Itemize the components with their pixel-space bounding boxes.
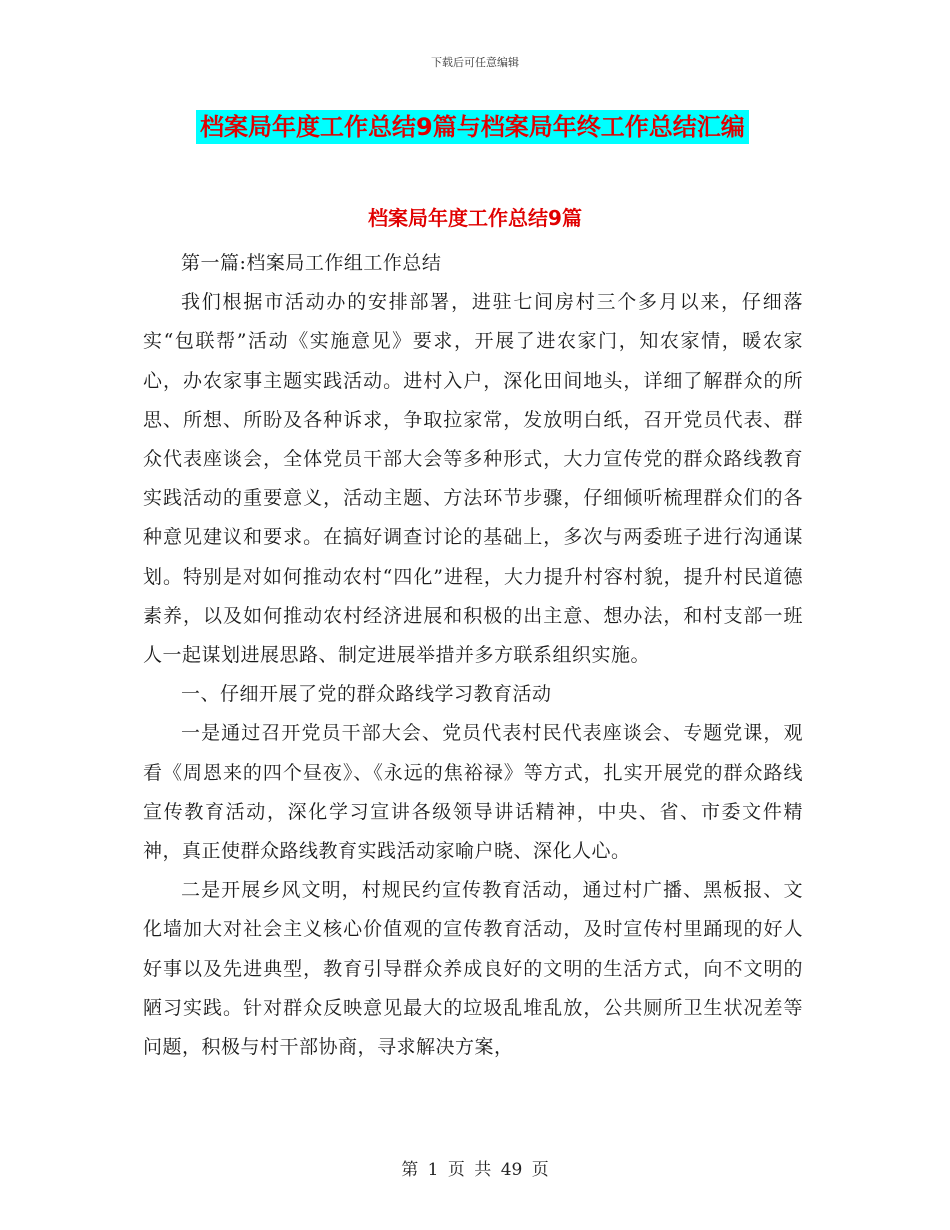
body-paragraph: 一是通过召开党员干部大会、党员代表村民代表座谈会、专题党课，观看《周恩来的四个昼夜》、《永远的焦裕禄》等方式，扎实开展党的群众路线宣传教育活动，深化学习宣讲各级领导讲话精神，中央、省、市委文件精神，真正使群众路线教育实践活动家喻户晓、深化人心。: [143, 722, 803, 863]
document-body: [143, 244, 803, 1067]
page-footer: 第 1 页 共 49 页: [401, 1160, 549, 1180]
section-heading-first: 第一篇:档案局工作组工作总结: [181, 252, 442, 274]
body-paragraph: 我们根据市活动办的安排部署，进驻七间房村三个多月以来，仔细落实“包联帮”活动《实施意见》要求，开展了进农家门，知农家情，暖农家心，办农家事主题实践活动。进村入户，深化田间地头，详细了解群众的所思、所想、所盼及各种诉求，争取拉家常，发放明白纸，召开党员代表、群众代表座谈会，全体党员干部大会等多种形式，大力宣传党的群众路线教育实践活动的重要意义，活动主题、方法环节步骤，仔细倾听梳理群众们的各种意见建议和要求。在搞好调查讨论的基础上，多次与两委班子进行沟通谋划。特别是对如何推动农村“四化”进程，大力提升村容村貌，提升村民道德素养，以及如何推动农村经济进展和积极的出主意、想办法，和村支部一班人一起谋划进展思路、制定进展举措并多方联系组织实施。: [143, 291, 803, 667]
body-paragraph: 二是开展乡风文明，村规民约宣传教育活动，通过村广播、黑板报、文化墙加大对社会主义核心价值观的宣传教育活动，及时宣传村里踊现的好人好事以及先进典型，教育引导群众养成良好的文明的生活方式，向不文明的陋习实践。针对群众反映意见最大的垃圾乱堆乱放，公共厕所卫生状况差等问题，积极与村干部协商，寻求解决方案，: [143, 879, 803, 1059]
document-main-title: 档案局年度工作总结9篇与档案局年终工作总结汇编: [196, 110, 749, 144]
document-subtitle: 档案局年度工作总结9篇: [368, 206, 582, 230]
header-note: 下载后可任意编辑: [431, 56, 519, 69]
section-heading: 一、仔细开展了党的群众路线学习教育活动: [181, 683, 552, 706]
